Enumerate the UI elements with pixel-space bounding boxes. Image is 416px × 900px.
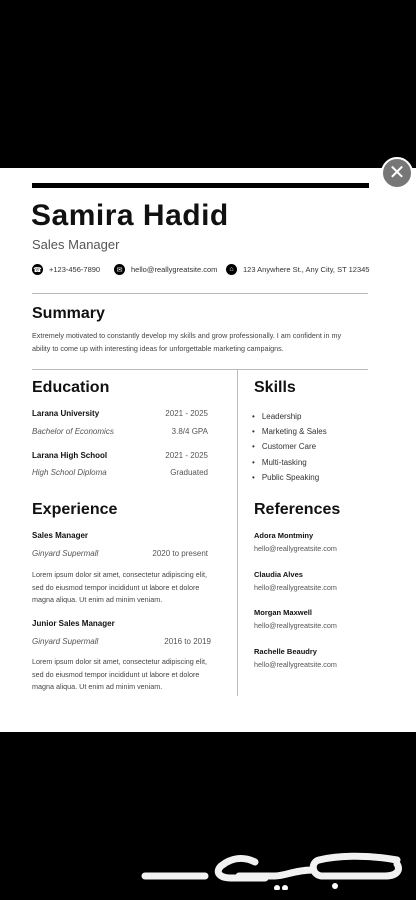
- resume-page: [0, 168, 416, 732]
- reference-name: Claudia Alves: [254, 570, 303, 579]
- job-title: Sales Manager: [32, 237, 120, 252]
- job-description: Lorem ipsum dolor sit amet, consectetur adipiscing elit, sed do eiusmod tempor incididunt ut labore et dolore magna aliqua. Ut enim ad minim veniam.: [32, 570, 207, 604]
- haraj-watermark-logo: [135, 846, 405, 890]
- column-divider: [237, 370, 238, 696]
- education-heading: Education: [32, 379, 110, 396]
- education-item: Larana High School 2021 - 2025: [32, 451, 208, 460]
- list-item: • Leadership: [252, 409, 327, 424]
- close-button[interactable]: [381, 157, 413, 189]
- skills-list: [252, 409, 327, 485]
- list-item: • Marketing & Sales: [252, 424, 327, 439]
- reference-name: Adora Montminy: [254, 531, 314, 540]
- education-detail: Bachelor of Economics 3.8/4 GPA: [32, 427, 208, 436]
- reference-name: Morgan Maxwell: [254, 608, 312, 617]
- experience-heading: Experience: [32, 501, 118, 518]
- skills-heading: Skills: [254, 379, 296, 396]
- header-bar: [32, 183, 369, 188]
- home-icon: ⌂: [226, 264, 237, 275]
- job-detail: Ginyard Supermall 2016 to 2019: [32, 637, 211, 646]
- close-icon: ✕: [388, 162, 406, 184]
- contact-phone: ☎ +123-456-7890: [33, 265, 101, 274]
- reference-name: Rachelle Beaudry: [254, 647, 317, 656]
- education-item: Larana University 2021 - 2025: [32, 409, 208, 418]
- mail-icon: ✉: [114, 264, 125, 275]
- reference-email: hello@reallygreatsite.com: [254, 660, 337, 669]
- job-detail: Ginyard Supermall 2020 to present: [32, 549, 208, 558]
- references-heading: References: [254, 501, 341, 518]
- person-name: Samira Hadid: [31, 199, 229, 232]
- summary-heading: Summary: [32, 305, 105, 322]
- job-title: Sales Manager: [32, 531, 89, 540]
- list-item: • Public Speaking: [252, 470, 327, 485]
- job-description: Lorem ipsum dolor sit amet, consectetur adipiscing elit, sed do eiusmod tempor incididunt ut labore et dolore magna aliqua. Ut enim ad minim veniam.: [32, 657, 207, 691]
- reference-email: hello@reallygreatsite.com: [254, 544, 337, 553]
- contact-address: ⌂ 123 Anywhere St., Any City, ST 12345: [226, 264, 369, 275]
- divider: [32, 369, 368, 370]
- contact-email: ✉ hello@reallygreatsite.com: [114, 264, 217, 275]
- reference-email: hello@reallygreatsite.com: [254, 621, 337, 630]
- divider: [32, 293, 368, 294]
- education-detail: High School Diploma Graduated: [32, 468, 208, 477]
- summary-text: Extremely motivated to constantly develop my skills and grow professionally. I am confident in my ability to come up with interesting ideas for unforgettable marketing campaigns.: [32, 331, 342, 353]
- reference-email: hello@reallygreatsite.com: [254, 583, 337, 592]
- list-item: • Customer Care: [252, 439, 327, 454]
- list-item: • Multi-tasking: [252, 455, 327, 470]
- job-title: Junior Sales Manager: [32, 619, 115, 628]
- phone-icon: ☎: [32, 264, 43, 275]
